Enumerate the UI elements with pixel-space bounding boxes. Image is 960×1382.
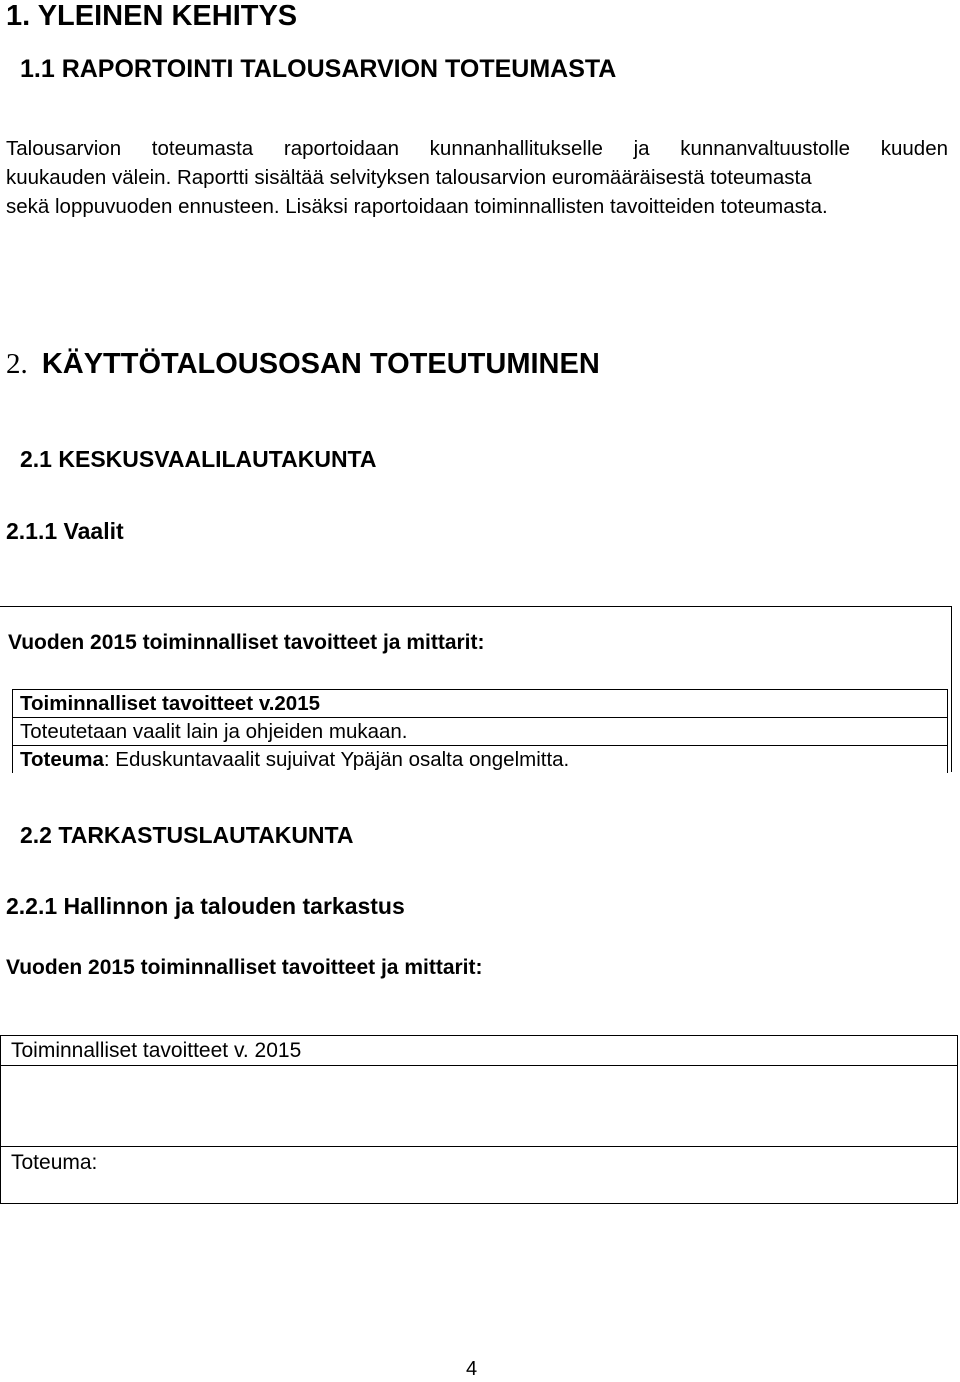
result-cell: [13, 746, 948, 774]
subsection-heading: 2.2 TARKASTUSLAUTAKUNTA: [20, 822, 354, 848]
table-row: [13, 690, 948, 718]
intro-paragraph: [6, 134, 948, 221]
goals-box-vaalit: [0, 606, 952, 772]
table-header-cell: Toiminnalliset tavoitteet v.2015: [13, 690, 948, 718]
section-title: KÄYTTÖTALOUSOSAN TOTEUTUMINEN: [41, 348, 600, 380]
subsection-heading: 2.1 KESKUSVAALILAUTAKUNTA: [20, 446, 377, 472]
result-text: : Eduskuntavaalit sujuivat Ypäjän osalta ongelmitta.: [103, 748, 570, 771]
goals-box-title: Vuoden 2015 toiminnalliset tavoitteet ja mittarit:: [8, 631, 485, 654]
goal-cell: [1, 1066, 958, 1147]
page-number: 4: [466, 1358, 478, 1380]
table-row: [1, 1066, 958, 1147]
subsubsection-heading: 2.2.1 Hallinnon ja talouden tarkastus: [6, 893, 405, 919]
paragraph-line: Talousarvion toteumasta raportoidaan kunnanhallitukselle ja kunnanvaltuustolle kuuden: [6, 137, 948, 160]
result-label: Toteuma:: [11, 1151, 98, 1174]
goals-table-tarkastus: [0, 1035, 958, 1204]
paragraph-line: sekä loppuvuoden ennusteen. Lisäksi raportoidaan toiminnallisten tavoitteiden toteumasta.: [6, 195, 828, 218]
table-row: [13, 746, 948, 774]
goals-intro: Vuoden 2015 toiminnalliset tavoitteet ja mittarit:: [6, 956, 483, 979]
result-label: Toteuma: [20, 748, 104, 771]
goals-table: [12, 689, 948, 773]
table-header-cell: Toiminnalliset tavoitteet v. 2015: [1, 1036, 958, 1066]
goal-cell: Toteutetaan vaalit lain ja ohjeiden mukaan.: [13, 718, 948, 746]
subsubsection-heading: 2.1.1 Vaalit: [6, 518, 124, 544]
paragraph-line: kuukauden välein. Raportti sisältää selvityksen talousarvion euromääräisestä toteumasta: [6, 166, 812, 189]
section-heading: 1. YLEINEN KEHITYS: [6, 0, 298, 32]
table-row: [1, 1147, 958, 1204]
section-heading: [6, 348, 600, 381]
section-subheading: 1.1 RAPORTOINTI TALOUSARVION TOTEUMASTA: [20, 55, 617, 83]
table-row: [1, 1036, 958, 1066]
section-number: 2.: [6, 348, 28, 380]
result-cell: [1, 1147, 958, 1204]
table-row: [13, 718, 948, 746]
